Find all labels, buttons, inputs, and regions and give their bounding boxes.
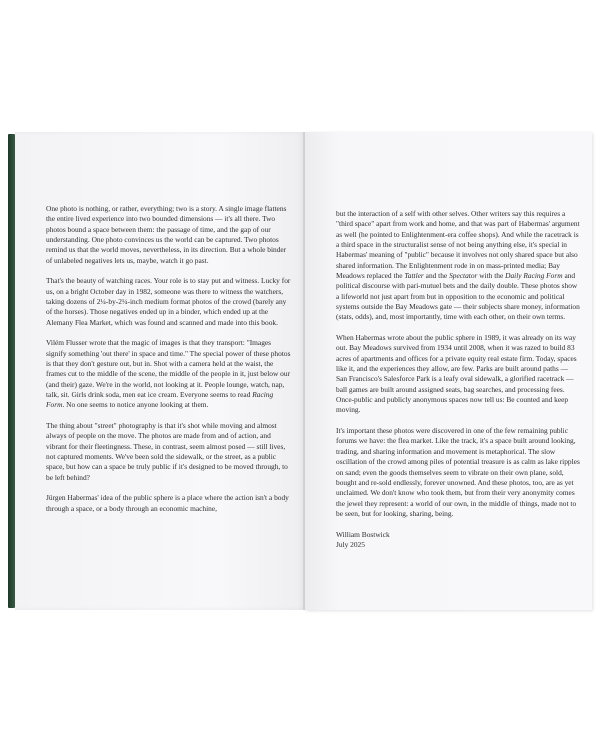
paragraph: It's important these photos were discovered in one of the few remaining public forums we have: the flea market. Like the track, it's a space built around looking, trading, and sharing information and movement is metaphorical. The slow oscillation of the crowd among piles of potential treasure is as calm as lake ripples on sand; even the goods themselves seem to vibrate on their own plane, sold, bought and re-sold endlessly, forever unowned. And these photos, too, are as yet unclaimed. We don't know who took them, but from their very anonymity comes the jewel they represent: a world of our own, in the middle of things, made not to be seen, but for looking, sharing, being.	[336, 426, 580, 518]
paragraph: The thing about "street" photography is that it's shot while moving and almost always of people on the move. The photos are made from and of action, and vibrant for their fleetingness. These, in contrast, seem almost posed — still lives, not captured moments. We've been sold the sidewalk, or the street, as a public space, but how can a space be truly public if it's designed to be moved through, to be left behind?	[46, 421, 288, 482]
italic-title: Daily Racing Form	[505, 271, 563, 281]
paragraph-text: . No one seems to notice anyone looking at them.	[62, 400, 209, 410]
italic-title: Racing Form	[46, 390, 274, 410]
paragraph: That's the beauty of watching races. Your role is to stay put and witness. Lucky for us, on a bright October day in 1982, someone was there to witness the watchers, taking dozens of 2¼-by-2¼-inch medium format photos of the crowd (barely any of the horses). Those negatives ended up in a binder, which ended up at the Alemany Flea Market, which was found and scanned and made into this book.	[46, 276, 291, 327]
paragraph	[336, 209, 580, 323]
date-line: July 2025	[336, 539, 365, 549]
paragraph-text: with the	[477, 271, 506, 281]
book-spine	[8, 134, 15, 608]
right-page-text	[336, 209, 580, 550]
left-page	[15, 132, 305, 610]
paragraph-text: but the interaction of a self with other selves. Other writers say this requires a "third space" apart from work and home, and that was part of Habermas' argument as well (he pointed to Enlightenment-era coffee shops). And while the racetrack is a third space in the structuralist sense of not being anything else, it's special in Habermas' meaning of "public" because it involves not only shared space but also shared information. The Enlightenment rode in on mass-printed media; Bay Meadows replaced the	[336, 209, 580, 281]
paragraph: Jürgen Habermas' idea of the public sphere is a place where the action isn't a body through a space, or a body through an economic machine,	[46, 493, 289, 513]
right-page	[305, 132, 592, 610]
italic-title: Spectator	[449, 271, 478, 281]
paragraph-text: and political discourse with pari-mutuel bets and the daily double. These photos show a lifeworld not just apart from but in opposition to the economic and political systems outside the Bay Meadows gate — their subjects share money, information (stats, odds), and, most importantly, time with each other, on their own terms.	[336, 271, 580, 322]
paragraph: When Habermas wrote about the public sphere in 1989, it was already on its way out. Bay Meadows survived from 1934 until 2008, when it was razed to build 83 acres of apartments and offices for a private equity real estate firm. Today, spaces like it, and the experiences they allow, are few. Parks are built around paths — San Francisco's Salesforce Park is a leafy oval sidewalk, a glorified racetrack — ball games are built around assigned seats, bag searches, and processing fees. Once-public and publicly anonymous spaces now tell us: Be counted and keep moving.	[336, 333, 577, 415]
italic-title: Tattler	[404, 271, 424, 281]
left-page-text	[46, 204, 292, 524]
paragraph-text: and the	[423, 271, 450, 281]
paragraph: One photo is nothing, or rather, everything; two is a story. A single image flattens the entire lived experience into two bounded dimensions — it's all there. Two photos bound a space between them: the passage of time, and the gap of our understanding. One photo convinces us the world can be captured. Two photos remind us that the world moves, nevertheless, in its direction. But a whole binder of unlabeled negatives lets us, maybe, watch it go past.	[46, 204, 287, 265]
paragraph-text: Vilém Flusser wrote that the magic of images is that they transport: "Images signify something 'out there' in space and time." The special power of these photos is that they don't gesture out, but in. Shot with a camera held at the waist, the frames cut to the middle of the scene, the middle of the people in it, just below our (and their) gaze. We're in the world, not looking at it. People lounge, watch, nap, talk, sit. Girls drink soda, men eat ice cream. Everyone seems to read	[46, 338, 291, 400]
open-book	[8, 132, 592, 610]
paragraph	[46, 338, 292, 410]
author-name: William Bostwick	[336, 529, 390, 539]
signature-block	[336, 530, 580, 551]
